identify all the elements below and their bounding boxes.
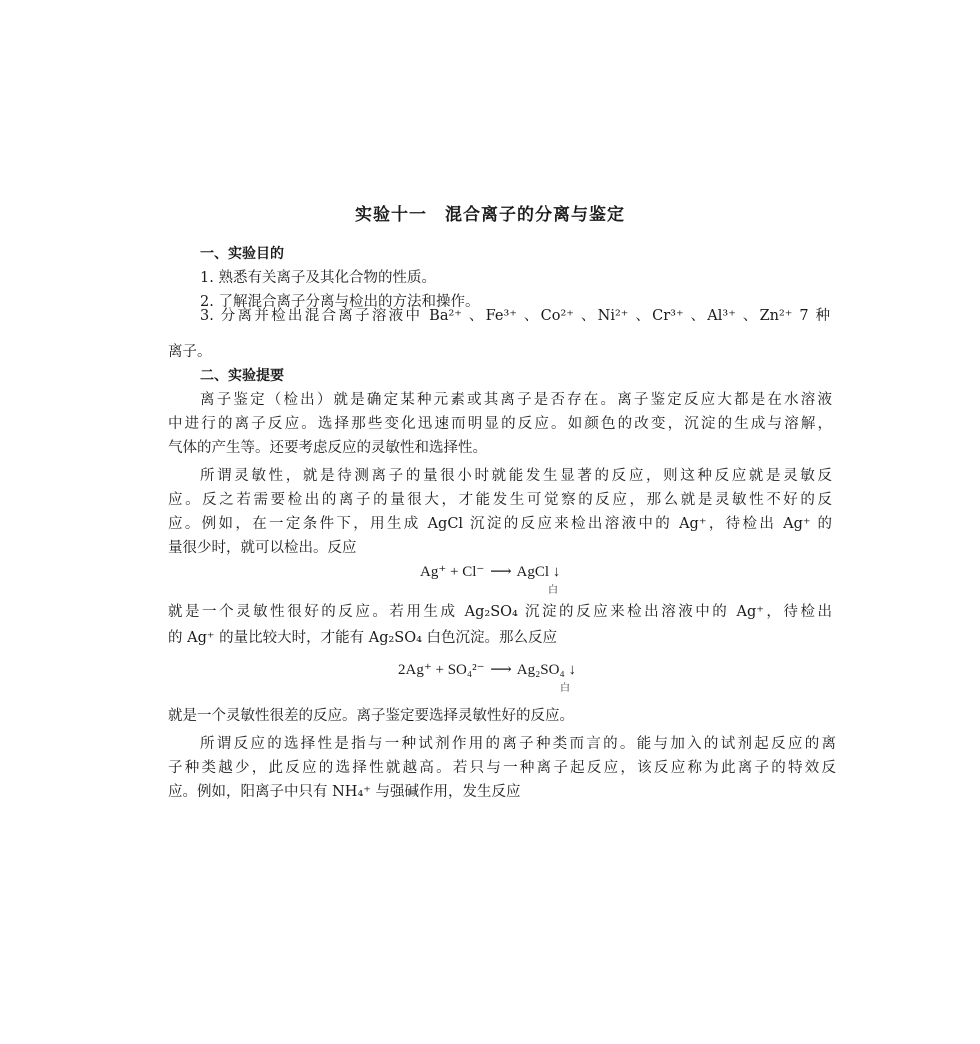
objective-item-1: 1. 熟悉有关离子及其化合物的性质。 (200, 270, 436, 286)
equation-2-product: Ag₂SO₄ ↓ (516, 662, 576, 678)
paragraph-4-line-1: 就是一个灵敏性很差的反应。离子鉴定要选择灵敏性好的反应。 (168, 708, 574, 724)
equation-1-product: AgCl ↓ (516, 564, 561, 580)
objective-item-3-line-2: 离子。 (168, 344, 212, 360)
paragraph-3-line-2: 的 Ag⁺ 的量比较大时，才能有 Ag₂SO₄ 白色沉淀。那么反应 (168, 630, 558, 646)
objective-item-2: 2. 了解混合离子分离与检出的方法和操作。 (200, 294, 480, 310)
paragraph-2-line-1: 所谓灵敏性，就是待测离子的量很小时就能发生显著的反应，则这种反应就是灵敏反 (200, 468, 832, 484)
paragraph-1-line-1: 离子鉴定（检出）就是确定某种元素或其离子是否存在。离子鉴定反应大都是在水溶液 (200, 392, 832, 408)
paragraph-2-line-2: 应。反之若需要检出的离子的量很大，才能发生可觉察的反应，那么就是灵敏性不好的反 (168, 492, 832, 508)
equation-1-reactants: Ag⁺ + Cl⁻ (420, 564, 485, 580)
equation-2 (398, 660, 576, 679)
title-experiment-number: 实验十一 (355, 205, 427, 225)
reaction-arrow-icon: ⟶ (490, 564, 512, 580)
title-experiment-name: 混合离子的分离与鉴定 (445, 205, 625, 225)
equation-1 (420, 562, 560, 581)
equation-2-precipitate-color: 白 (560, 683, 570, 694)
paragraph-5-line-3: 应。例如，阳离子中只有 NH₄⁺ 与强碱作用，发生反应 (168, 784, 521, 800)
equation-1-precipitate-color: 白 (548, 585, 558, 596)
section-heading-summary: 二、实验提要 (200, 368, 284, 384)
paragraph-2-line-4: 量很少时，就可以检出。反应 (168, 540, 357, 556)
section-heading-objectives: 一、实验目的 (200, 246, 284, 262)
paragraph-1-line-3: 气体的产生等。还要考虑反应的灵敏性和选择性。 (168, 440, 487, 456)
paragraph-3-line-1: 就是一个灵敏性很好的反应。若用生成 Ag₂SO₄ 沉淀的反应来检出溶液中的 Ag⁺，待检出 (168, 604, 832, 620)
paragraph-2-line-3: 应。例如，在一定条件下，用生成 AgCl 沉淀的反应来检出溶液中的 Ag⁺，待检出 Ag⁺ 的 (168, 516, 832, 532)
reaction-arrow-icon: ⟶ (490, 662, 512, 678)
paragraph-5-line-1: 所谓反应的选择性是指与一种试剂作用的离子种类而言的。能与加入的试剂起反应的离 (200, 736, 836, 752)
page-title (0, 200, 980, 225)
objective-item-3-line-1: 3. 分离并检出混合离子溶液中 Ba²⁺ 、Fe³⁺ 、Co²⁺ 、Ni²⁺ 、Cr³⁺ 、Al³⁺ 、Zn²⁺ 7 种 (200, 308, 830, 324)
paragraph-5-line-2: 子种类越少，此反应的选择性就越高。若只与一种离子起反应，该反应称为此离子的特效反 (168, 760, 836, 776)
equation-2-reactants: 2Ag⁺ + SO₄²⁻ (398, 662, 485, 678)
paragraph-1-line-2: 中进行的离子反应。选择那些变化迅速而明显的反应。如颜色的改变，沉淀的生成与溶解， (168, 416, 832, 432)
